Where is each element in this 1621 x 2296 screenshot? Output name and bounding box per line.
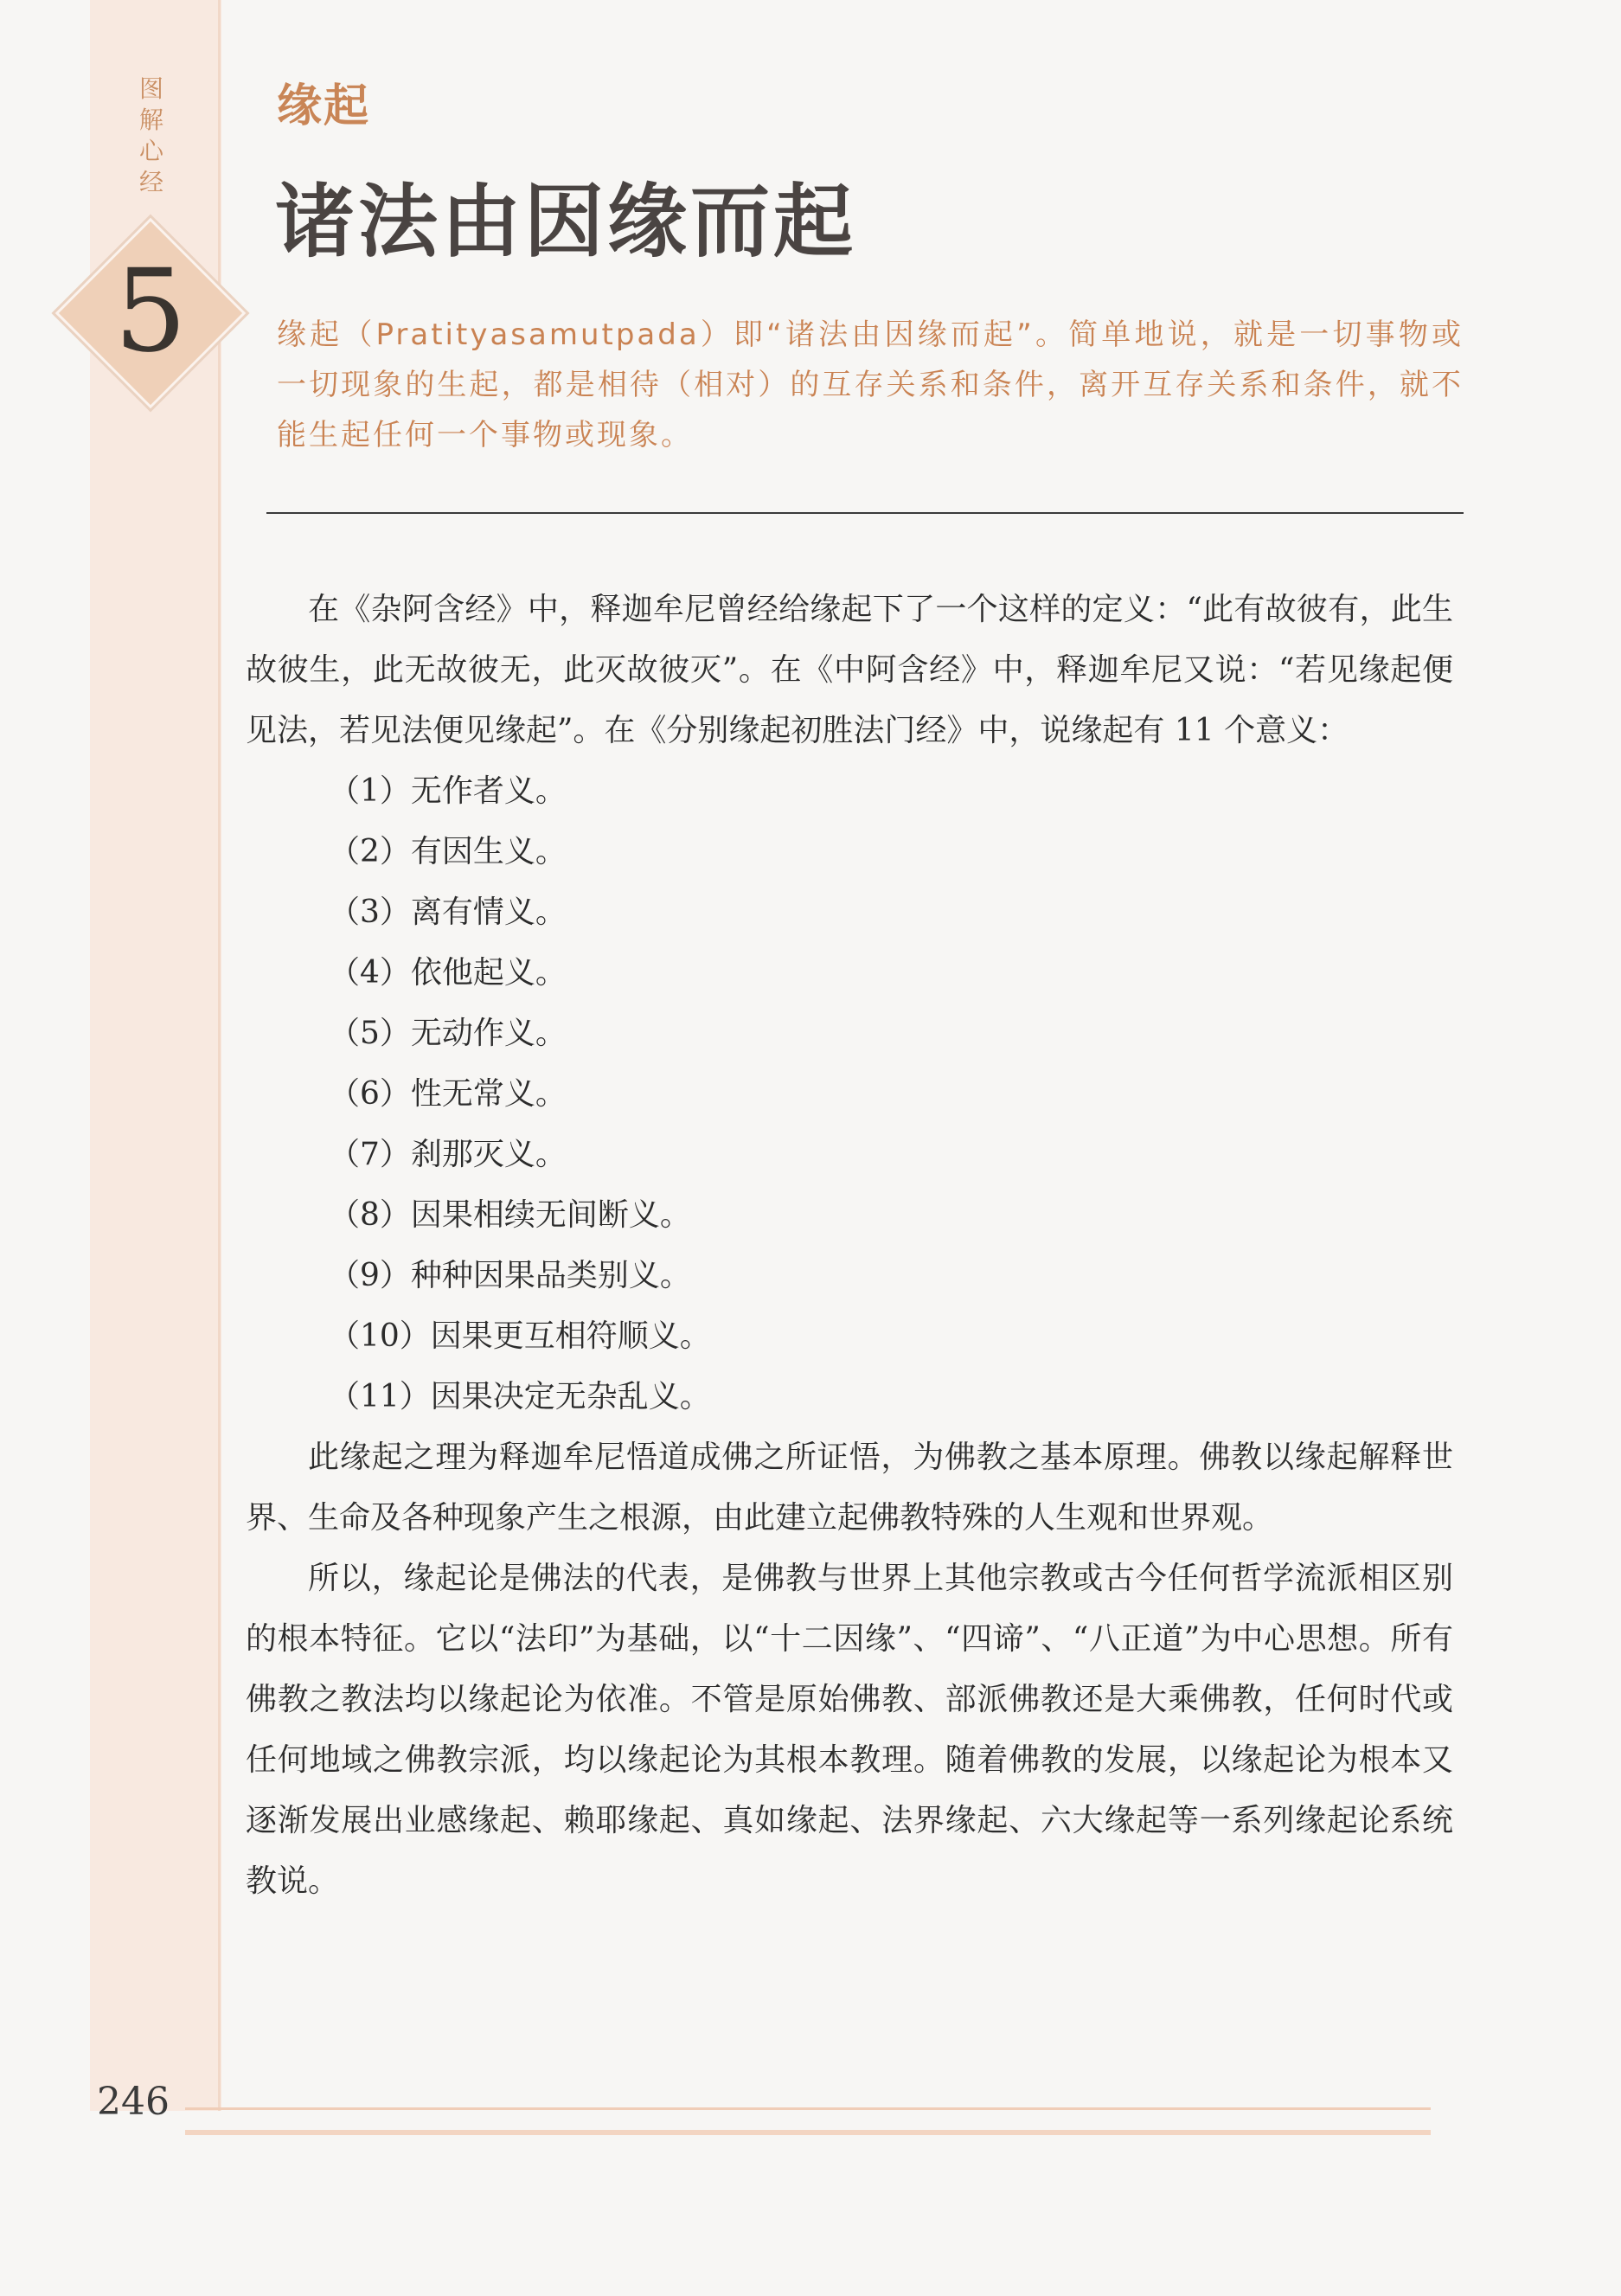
page-title: 诸法由因缘而起	[275, 175, 857, 268]
chapter-number: 5	[114, 245, 187, 378]
page-number: 246	[97, 2080, 170, 2124]
footer-rule-thick	[185, 2130, 1431, 2135]
book-title: 图解心经	[138, 74, 165, 196]
footer-rule-thin	[185, 2107, 1431, 2110]
list-item: （11）因果决定无杂乱义。	[329, 1379, 711, 1414]
list-item: （1）无作者义。	[329, 773, 567, 809]
body-text	[246, 580, 1453, 1912]
body-paragraph-1: 在《杂阿含经》中，释迦牟尼曾经给缘起下了一个这样的定义：“此有故彼有，此生故彼生，此无故彼无，此灭故彼灭”。在《中阿含经》中，释迦牟尼又说：“若见缘起便见法，若见法便见缘起”。在《分别缘起初胜法门经》中，说缘起有 11 个意义：	[246, 592, 1453, 748]
list-item: （9）种种因果品类别义。	[329, 1258, 691, 1293]
list-item: （3）离有情义。	[329, 895, 567, 930]
section-label: 缘起	[277, 80, 371, 132]
list-item: （6）性无常义。	[329, 1076, 567, 1112]
meanings-list	[246, 761, 1453, 1427]
section-divider	[266, 512, 1464, 514]
list-item: （8）因果相续无间断义。	[329, 1197, 691, 1233]
list-item: （4）依他起义。	[329, 955, 567, 991]
body-paragraph-2: 此缘起之理为释迦牟尼悟道成佛之所证悟，为佛教之基本原理。佛教以缘起解释世界、生命及各种现象产生之根源，由此建立起佛教特殊的人生观和世界观。	[246, 1440, 1453, 1536]
body-paragraph-3: 所以，缘起论是佛法的代表，是佛教与世界上其他宗教或古今任何哲学流派相区别的根本特征。它以“法印”为基础，以“十二因缘”、“四谛”、“八正道”为中心思想。所有佛教之教法均以缘起论为依准。不管是原始佛教、部派佛教还是大乘佛教，任何时代或任何地域之佛教宗派，均以缘起论为其根本教理。随着佛教的发展，以缘起论为根本又逐渐发展出业感缘起、赖耶缘起、真如缘起、法界缘起、六大缘起等一系列缘起论系统教说。	[246, 1561, 1453, 1899]
list-item: （7）刹那灭义。	[329, 1137, 567, 1172]
intro-paragraph: 缘起（Pratityasamutpada）即“诸法由因缘而起”。简单地说，就是一切事物或一切现象的生起，都是相待（相对）的互存关系和条件，离开互存关系和条件，就不能生起任何一个事物或现象。	[277, 317, 1464, 452]
list-item: （2）有因生义。	[329, 834, 567, 869]
list-item: （10）因果更互相符顺义。	[329, 1318, 711, 1354]
list-item: （5）无动作义。	[329, 1016, 567, 1051]
